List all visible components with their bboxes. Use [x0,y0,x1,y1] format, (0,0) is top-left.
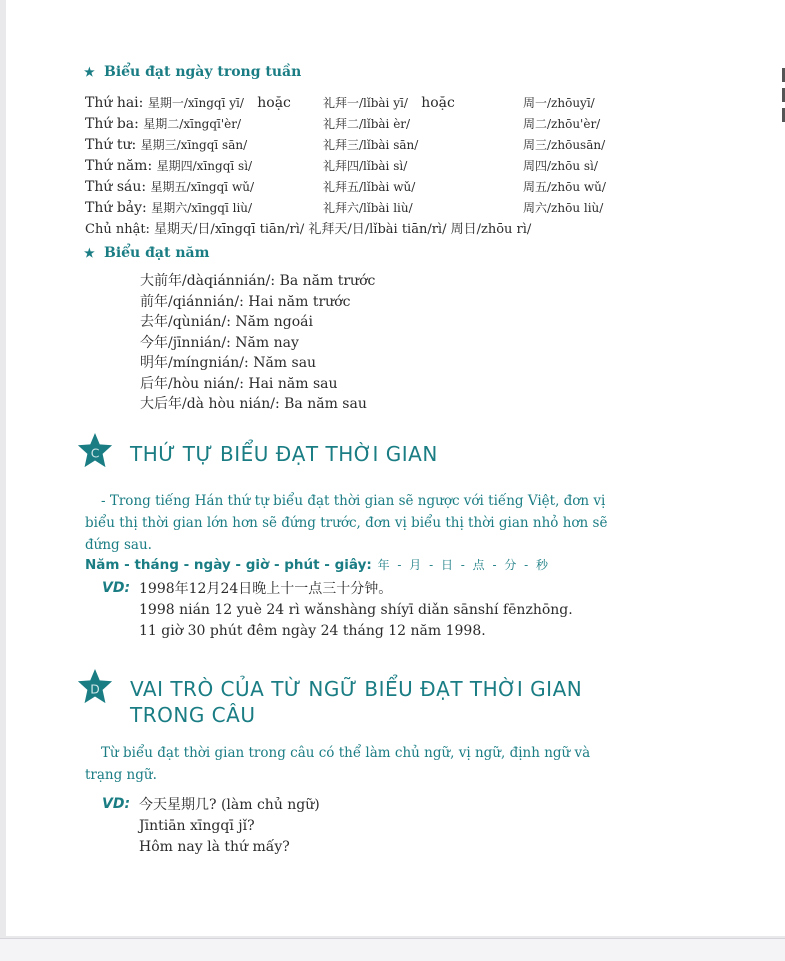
weekday-row-sunday: Chủ nhật: 星期天/日/xīngqī tiān/rì/ 礼拜天/日/lǐbài tiān/rì/ 周日/zhōu rì/ [85,222,532,237]
time-order-line: Năm - tháng - ngày - giờ - phút - giây: 年 - 月 - 日 - 点 - 分 - 秒 [85,557,551,573]
weekday-list [85,93,606,240]
example-line: Jīntiān xīngqī jǐ? [139,818,255,834]
weekday-row: Thứ năm: 星期四/xīngqī sì/ 礼拜四/lǐbài sì/ 周四/zhōu sì/ [85,158,598,174]
star-icon: ★ [84,65,95,79]
weekday-row: Thứ bảy: 星期六/xīngqī liù/ 礼拜六/lǐbài liù/ 周六/zhōu liù/ [85,200,604,216]
section-d-paragraph: Từ biểu đạt thời gian trong câu có thể làm chủ ngữ, vị ngữ, định ngữ và trạng ngữ. [85,745,591,783]
weekday-row: Thứ sáu: 星期五/xīngqī wǔ/ 礼拜五/lǐbài wǔ/ 周五/zhōu wǔ/ [85,179,606,195]
weekday-row: Thứ tư: 星期三/xīngqī sān/ 礼拜三/lǐbài sān/ 周三/zhōusān/ [85,137,606,153]
example-label: VD: [102,580,131,596]
star-icon: ★ [84,246,95,260]
example-line: 1998 nián 12 yuè 24 rì wǎnshàng shíyī diǎn sānshí fēnzhōng. [139,602,573,618]
section-c-badge-icon [76,432,114,470]
weekday-row: Thứ ba: 星期二/xīngqī'èr/ 礼拜二/lǐbài èr/ 周二/zhōu'èr/ [85,116,601,132]
example-line: 今天星期几? (làm chủ ngữ) [139,797,320,813]
section-d-example [139,795,320,858]
list-item: 今年/jīnnián/: Năm nay [140,334,299,351]
list-item: 去年/qùnián/: Năm ngoái [140,314,313,330]
list-item: 前年/qiánnián/: Hai năm trước [140,293,351,310]
section-c-paragraph: - Trong tiếng Hán thứ tự biểu đạt thời gian sẽ ngược với tiếng Việt, đơn vị biểu thị thời gian lớn hơn sẽ đứng trước, đơn vị biểu thị thời gian nhỏ hơn sẽ đứng sau. [85,493,608,553]
weekday-heading: ★ Biểu đạt ngày trong tuần [84,64,302,80]
document-page [6,0,785,936]
example-label: VD: [102,796,131,812]
year-list [140,271,375,415]
list-item: 大前年/dàqiánnián/: Ba năm trước [140,273,376,289]
example-line: 1998年12月24日晚上十一点三十分钟。 [139,581,393,597]
list-item: 明年/míngnián/: Năm sau [140,355,317,371]
example-line: Hôm nay là thứ mấy? [139,839,290,855]
section-c-example [139,579,573,642]
list-item: 后年/hòu nián/: Hai năm sau [140,375,338,392]
section-d-title: VAI TRÒ CỦA TỪ NGỮ BIỂU ĐẠT THỜI GIAN TRONG CÂU [130,677,583,727]
example-line: 11 giờ 30 phút đêm ngày 24 tháng 12 năm 1998. [139,623,486,639]
svg-text:C: C [90,446,100,461]
list-item: 大后年/dà hòu nián/: Ba năm sau [140,396,367,412]
weekday-row: Thứ hai: 星期一/xīngqī yī/ hoặc 礼拜一/lǐbài yī/ hoặc 周一/zhōuyī/ [85,95,595,111]
next-page-edge [0,938,785,961]
svg-text:D: D [90,682,100,697]
section-d-badge-icon [76,668,114,706]
year-heading: ★ Biểu đạt năm [84,245,210,261]
section-c-title: THỨ TỰ BIỂU ĐẠT THỜI GIAN [130,442,438,466]
